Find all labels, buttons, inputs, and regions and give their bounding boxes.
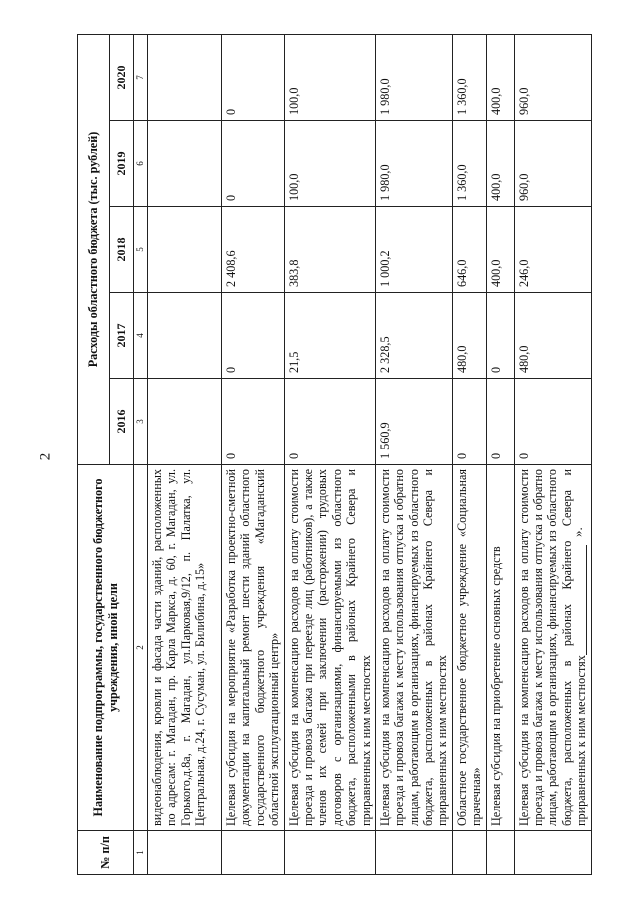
table-row bbox=[452, 34, 486, 874]
row-num bbox=[514, 831, 591, 875]
row-value bbox=[148, 34, 222, 120]
table-row bbox=[486, 34, 514, 874]
table-row bbox=[222, 34, 285, 874]
row-value bbox=[148, 293, 222, 379]
row-value: 400,0 bbox=[486, 34, 514, 120]
row-value bbox=[148, 207, 222, 293]
row-value: 960,0 bbox=[514, 121, 591, 207]
row-value: 646,0 bbox=[452, 207, 486, 293]
row-value: 960,0 bbox=[514, 34, 591, 120]
row-text: Целевая субсидия на мероприятие «Разработка проектно-сметной документации на капитальный ремонт шести зданий областного государственного бюджетного учреждения «Магаданский областной эксплуатационный центр» bbox=[222, 465, 285, 831]
closing-rule bbox=[586, 545, 587, 655]
rotated-table-sheet bbox=[77, 35, 617, 875]
row-value: 246,0 bbox=[514, 207, 591, 293]
row-value: 400,0 bbox=[486, 207, 514, 293]
index-row bbox=[134, 34, 148, 874]
row-value: 400,0 bbox=[486, 121, 514, 207]
row-value: 0 bbox=[222, 293, 285, 379]
table-row bbox=[514, 34, 591, 874]
row-value: 1 360,0 bbox=[452, 121, 486, 207]
row-value: 1 980,0 bbox=[375, 34, 452, 120]
index-cell: 7 bbox=[134, 34, 148, 120]
table-row bbox=[148, 34, 222, 874]
index-cell: 1 bbox=[134, 831, 148, 875]
header-budget: Расходы областного бюджета (тыс. рублей) bbox=[78, 34, 110, 464]
row-value: 0 bbox=[486, 293, 514, 379]
row-text: Целевая субсидия на приобретение основных средств bbox=[486, 465, 514, 831]
index-cell: 6 bbox=[134, 121, 148, 207]
row-value: 2 328,5 bbox=[375, 293, 452, 379]
index-cell: 3 bbox=[134, 379, 148, 465]
row-value: 100,0 bbox=[284, 34, 375, 120]
row-value: 0 bbox=[222, 34, 285, 120]
closing-mark bbox=[570, 495, 590, 655]
row-value: 0 bbox=[486, 379, 514, 465]
row-value: 480,0 bbox=[452, 293, 486, 379]
row-value: 383,8 bbox=[284, 207, 375, 293]
row-num bbox=[148, 831, 222, 875]
row-num bbox=[452, 831, 486, 875]
header-name: Наименование подпрограммы, государственного бюджетного учреждения, иной цели bbox=[78, 465, 134, 831]
row-num bbox=[486, 831, 514, 875]
row-value: 1 560,9 bbox=[375, 379, 452, 465]
row-value bbox=[148, 379, 222, 465]
row-value: 1 000,2 bbox=[375, 207, 452, 293]
row-value: 480,0 bbox=[514, 293, 591, 379]
table-row bbox=[375, 34, 452, 874]
row-value: 0 bbox=[452, 379, 486, 465]
row-value bbox=[148, 121, 222, 207]
header-year: 2020 bbox=[110, 34, 134, 120]
row-text: Целевая субсидия на компенсацию расходов на оплату стоимости проезда и провоза багажа к месту использования отпуска и обратно лицам, работающим в организациях, финансируемых из областного бюджета, расположенных в районах Крайнего Севера и приравненных к ним местностях bbox=[375, 465, 452, 831]
row-value: 1 980,0 bbox=[375, 121, 452, 207]
header-year: 2019 bbox=[110, 121, 134, 207]
page-number: 2 bbox=[37, 452, 54, 461]
row-value: 1 360,0 bbox=[452, 34, 486, 120]
row-value: 0 bbox=[284, 379, 375, 465]
row-value: 2 408,6 bbox=[222, 207, 285, 293]
header-year: 2016 bbox=[110, 379, 134, 465]
index-cell: 4 bbox=[134, 293, 148, 379]
row-text: Целевая субсидия на компенсацию расходов на оплату стоимости проезда и провоза багажа при переезде лиц (работников), а также членов их семей при заключении (расторжении) трудовых договоров с организациями, финансируемыми из областного бюджета, расположенными в районах Крайнего Севера и приравненных к ним местностях bbox=[284, 465, 375, 831]
row-value: 0 bbox=[222, 121, 285, 207]
index-cell: 5 bbox=[134, 207, 148, 293]
index-cell: 2 bbox=[134, 465, 148, 831]
row-num bbox=[222, 831, 285, 875]
budget-table bbox=[77, 34, 592, 875]
row-value: 21,5 bbox=[284, 293, 375, 379]
row-num bbox=[284, 831, 375, 875]
header-year: 2018 bbox=[110, 207, 134, 293]
table-row bbox=[284, 34, 375, 874]
row-num bbox=[375, 831, 452, 875]
row-value: 100,0 bbox=[284, 121, 375, 207]
row-text: Целевая субсидия на компенсацию расходов на оплату стоимости проезда и провоза багажа к месту использования отпуска и обратно лицам, работающим в организациях, финансируемых из областного бюджета, расположенных в районах Крайнего Севера и приравненных к ним местностях bbox=[514, 465, 591, 831]
row-value: 0 bbox=[222, 379, 285, 465]
header-num: № п/п bbox=[78, 831, 134, 875]
row-text: видеонаблюдения, кровли и фасада части зданий, расположенных по адресам: г. Магадан, пр. Карла Маркса, д. 60, г. Магадан, ул. Горького,д.8а, г. Магадан, ул.Парковая,9/12, п. Палатка, ул. Центральная, д.24, г. Сусуман, ул. Билибина, д.15» bbox=[148, 465, 222, 831]
row-text: Областное государственное бюджетное учреждение «Социальная прачечная» bbox=[452, 465, 486, 831]
closing-quote: ». bbox=[570, 527, 585, 537]
row-value: 0 bbox=[514, 379, 591, 465]
header-year: 2017 bbox=[110, 293, 134, 379]
